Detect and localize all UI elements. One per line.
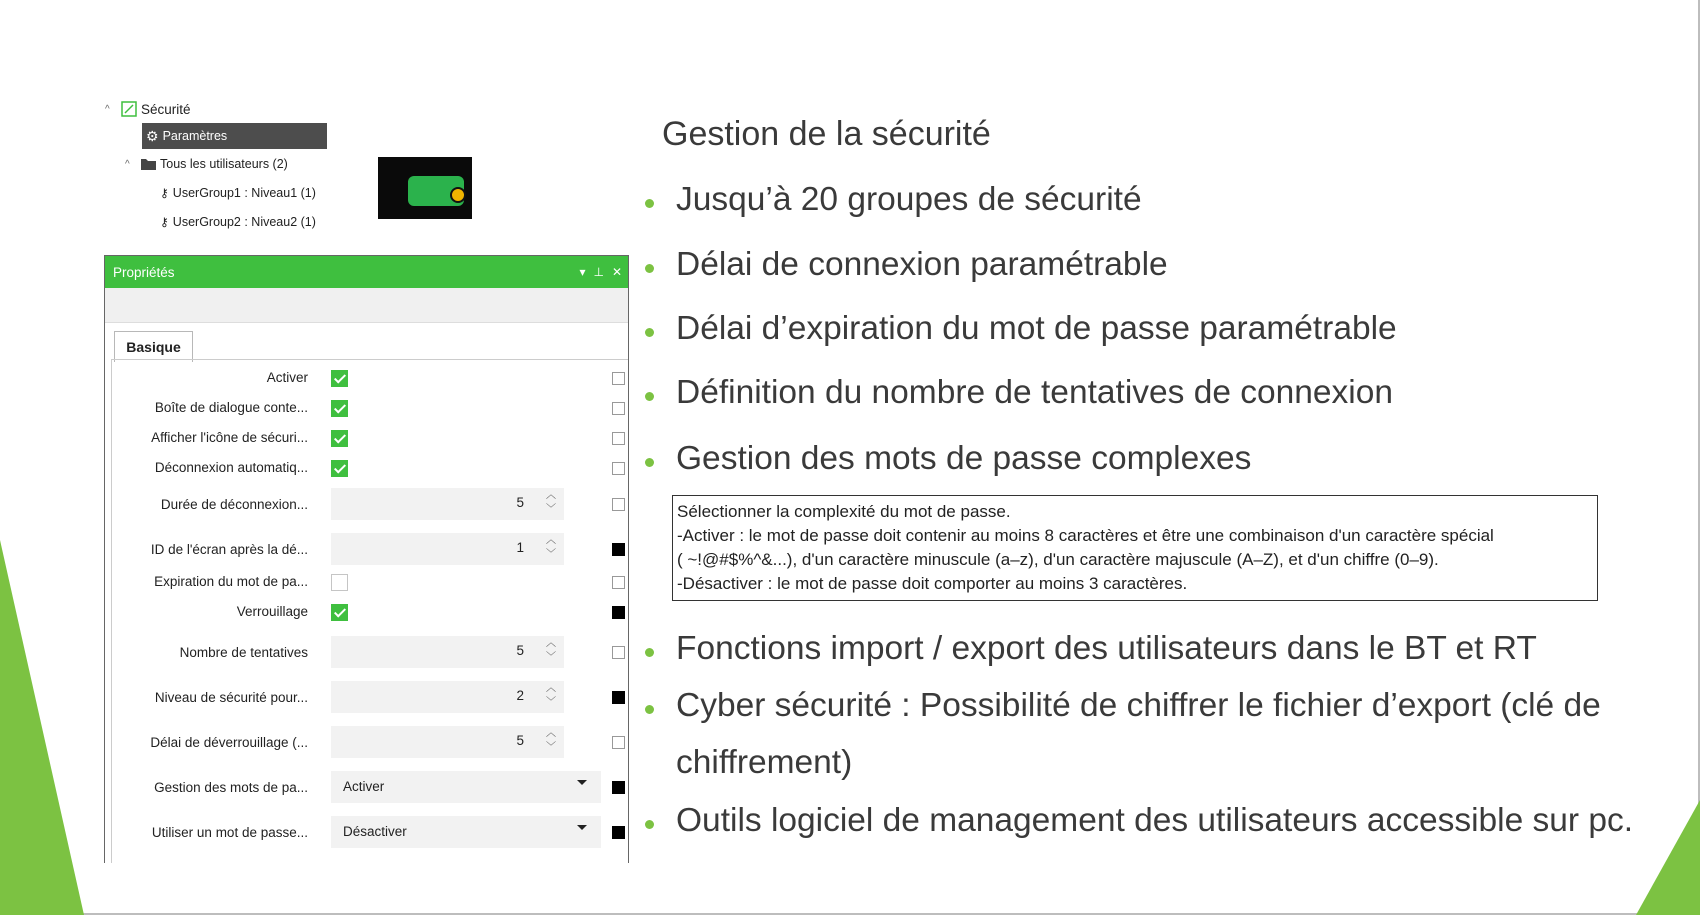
- bullet-text: Délai d’expiration du mot de passe paramétrable: [676, 310, 1397, 347]
- property-number-input[interactable]: [331, 533, 564, 565]
- property-row: [112, 571, 629, 595]
- property-label: Expiration du mot de pa...: [154, 574, 308, 589]
- tree-item-label: UserGroup1 : Niveau1 (1): [172, 186, 316, 200]
- property-side-marker[interactable]: [612, 543, 625, 556]
- spinner-icon[interactable]: ︿ ﹀: [546, 490, 556, 515]
- property-row: [112, 367, 629, 391]
- property-row: [112, 397, 629, 421]
- property-number-input[interactable]: [331, 681, 564, 713]
- property-value: 2: [516, 688, 524, 703]
- note-line: ( ~!@#$%^&...), d'un caractère minuscule (a–z), d'un caractère majuscule (A–Z), et d'un chiffre (0–9).: [677, 550, 1439, 569]
- property-side-marker[interactable]: [612, 576, 625, 589]
- property-checkbox[interactable]: [331, 460, 348, 477]
- property-label: Utiliser un mot de passe...: [151, 825, 308, 840]
- property-checkbox[interactable]: [331, 604, 348, 621]
- bullet-dot-icon: [645, 199, 654, 208]
- property-row: [112, 457, 629, 481]
- chevron-up-icon[interactable]: ^: [105, 103, 110, 115]
- lock-icon: [450, 187, 466, 203]
- bullet-text: Cyber sécurité : Possibilité de chiffrer le fichier d’export (clé de: [676, 687, 1601, 724]
- property-label: Déconnexion automatiq...: [154, 460, 308, 475]
- key-icon: ⚷: [160, 215, 169, 229]
- property-label: Durée de déconnexion...: [160, 497, 308, 512]
- tree-root[interactable]: [105, 96, 191, 122]
- property-checkbox[interactable]: [331, 400, 348, 417]
- property-row: [112, 533, 629, 567]
- pin-icon[interactable]: ⊥: [593, 265, 604, 279]
- property-side-marker[interactable]: [612, 462, 625, 475]
- property-row: [112, 771, 629, 805]
- spinner-icon[interactable]: ︿ ﹀: [546, 638, 556, 663]
- tree-group-all-users[interactable]: [125, 151, 288, 177]
- key-icon: ⚷: [160, 186, 169, 200]
- chevron-up-icon[interactable]: ^: [125, 158, 130, 170]
- tree-item-label: Tous les utilisateurs (2): [160, 157, 288, 171]
- property-label: Afficher l'icône de sécuri...: [151, 430, 308, 445]
- bullet-text: Délai de connexion paramétrable: [676, 246, 1168, 283]
- property-value: Activer: [343, 779, 385, 794]
- bullet-dot-icon: [645, 392, 654, 401]
- property-row: [112, 636, 629, 670]
- property-side-marker[interactable]: [612, 826, 625, 839]
- property-value: 5: [516, 643, 524, 658]
- note-line: -Activer : le mot de passe doit contenir au moins 8 caractères et être une combinaison d'un caractère spécial: [677, 526, 1494, 545]
- note-line: Sélectionner la complexité du mot de passe.: [677, 502, 1011, 521]
- property-side-marker[interactable]: [612, 606, 625, 619]
- bullet-dot-icon: [645, 705, 654, 714]
- property-side-marker[interactable]: [612, 646, 625, 659]
- panel-toolbar: [105, 288, 628, 323]
- toggle-icon: [408, 176, 464, 206]
- spinner-icon[interactable]: ︿ ﹀: [546, 535, 556, 560]
- password-complexity-note: [672, 495, 1598, 601]
- property-checkbox[interactable]: [331, 574, 348, 591]
- tree-item-label: Paramètres: [162, 129, 228, 143]
- spinner-icon[interactable]: ︿ ﹀: [546, 728, 556, 753]
- bullet-dot-icon: [645, 264, 654, 273]
- property-label: ID de l'écran après la dé...: [150, 542, 308, 557]
- tree-item-parametres[interactable]: [142, 123, 327, 149]
- property-checkbox[interactable]: [331, 430, 348, 447]
- property-label: Niveau de sécurité pour...: [154, 690, 308, 705]
- property-row: [112, 726, 629, 760]
- lock-toggle-thumbnail: [378, 157, 472, 219]
- right-green-triangle: [1636, 800, 1700, 915]
- property-row: [112, 488, 629, 522]
- property-number-input[interactable]: [331, 636, 564, 668]
- property-label: Gestion des mots de pa...: [154, 780, 308, 795]
- property-label: Boîte de dialogue conte...: [154, 400, 308, 415]
- bullet-text: chiffrement): [676, 744, 853, 781]
- property-number-input[interactable]: [331, 488, 564, 520]
- bullet-dot-icon: [645, 648, 654, 657]
- property-row: [112, 427, 629, 451]
- property-side-marker[interactable]: [612, 432, 625, 445]
- close-icon[interactable]: ✕: [611, 265, 622, 279]
- chevron-down-icon[interactable]: [577, 825, 587, 830]
- bullet-dot-icon: [645, 820, 654, 829]
- tab-bar: [105, 323, 628, 361]
- property-row: [112, 681, 629, 715]
- tab-basique[interactable]: Basique: [114, 331, 193, 362]
- note-line: -Désactiver : le mot de passe doit comporter au moins 3 caractères.: [677, 574, 1188, 593]
- left-green-triangle: [0, 540, 90, 915]
- property-select[interactable]: [331, 771, 601, 803]
- spinner-icon[interactable]: ︿ ﹀: [546, 683, 556, 708]
- tree-item-label: UserGroup2 : Niveau2 (1): [172, 215, 316, 229]
- gear-icon: ⚙: [146, 127, 159, 144]
- property-label: Verrouillage: [236, 604, 308, 619]
- chevron-down-icon[interactable]: [577, 780, 587, 785]
- bullet-text: Gestion des mots de passe complexes: [676, 440, 1252, 477]
- dropdown-icon[interactable]: ▾: [579, 265, 586, 279]
- bullet-dot-icon: [645, 458, 654, 467]
- bullet-text: Outils logiciel de management des utilisateurs accessible sur pc.: [676, 802, 1634, 839]
- panel-header: [105, 256, 628, 288]
- property-value: 5: [516, 495, 524, 510]
- property-label: Nombre de tentatives: [179, 645, 308, 660]
- property-side-marker[interactable]: [612, 498, 625, 511]
- property-grid: [111, 359, 629, 863]
- property-row: [112, 601, 629, 625]
- properties-panel: [104, 255, 629, 863]
- property-side-marker[interactable]: [612, 372, 625, 385]
- property-side-marker[interactable]: [612, 736, 625, 749]
- bullet-text: Fonctions import / export des utilisateurs dans le BT et RT: [676, 630, 1537, 667]
- property-checkbox[interactable]: [331, 370, 348, 387]
- property-number-input[interactable]: [331, 726, 564, 758]
- property-select[interactable]: [331, 816, 601, 848]
- property-label: Activer: [266, 370, 308, 385]
- folder-icon: [141, 158, 156, 170]
- property-side-marker[interactable]: [612, 691, 625, 704]
- bullet-text: Définition du nombre de tentatives de connexion: [676, 374, 1393, 411]
- tree-root-label: Sécurité: [141, 101, 191, 117]
- slide-title: Gestion de la sécurité: [662, 115, 991, 153]
- property-label: Délai de déverrouillage (...: [150, 735, 308, 750]
- tree-item-usergroup2[interactable]: [160, 209, 316, 235]
- property-side-marker[interactable]: [612, 781, 625, 794]
- property-value: Désactiver: [343, 824, 407, 839]
- bullet-text: Jusqu’à 20 groupes de sécurité: [676, 181, 1142, 218]
- tree-item-usergroup1[interactable]: [160, 180, 316, 206]
- property-value: 1: [516, 540, 524, 555]
- panel-title: Propriétés: [113, 264, 175, 280]
- property-side-marker[interactable]: [612, 402, 625, 415]
- property-row: [112, 816, 629, 850]
- bullet-dot-icon: [645, 328, 654, 337]
- property-value: 5: [516, 733, 524, 748]
- security-icon: [121, 101, 137, 117]
